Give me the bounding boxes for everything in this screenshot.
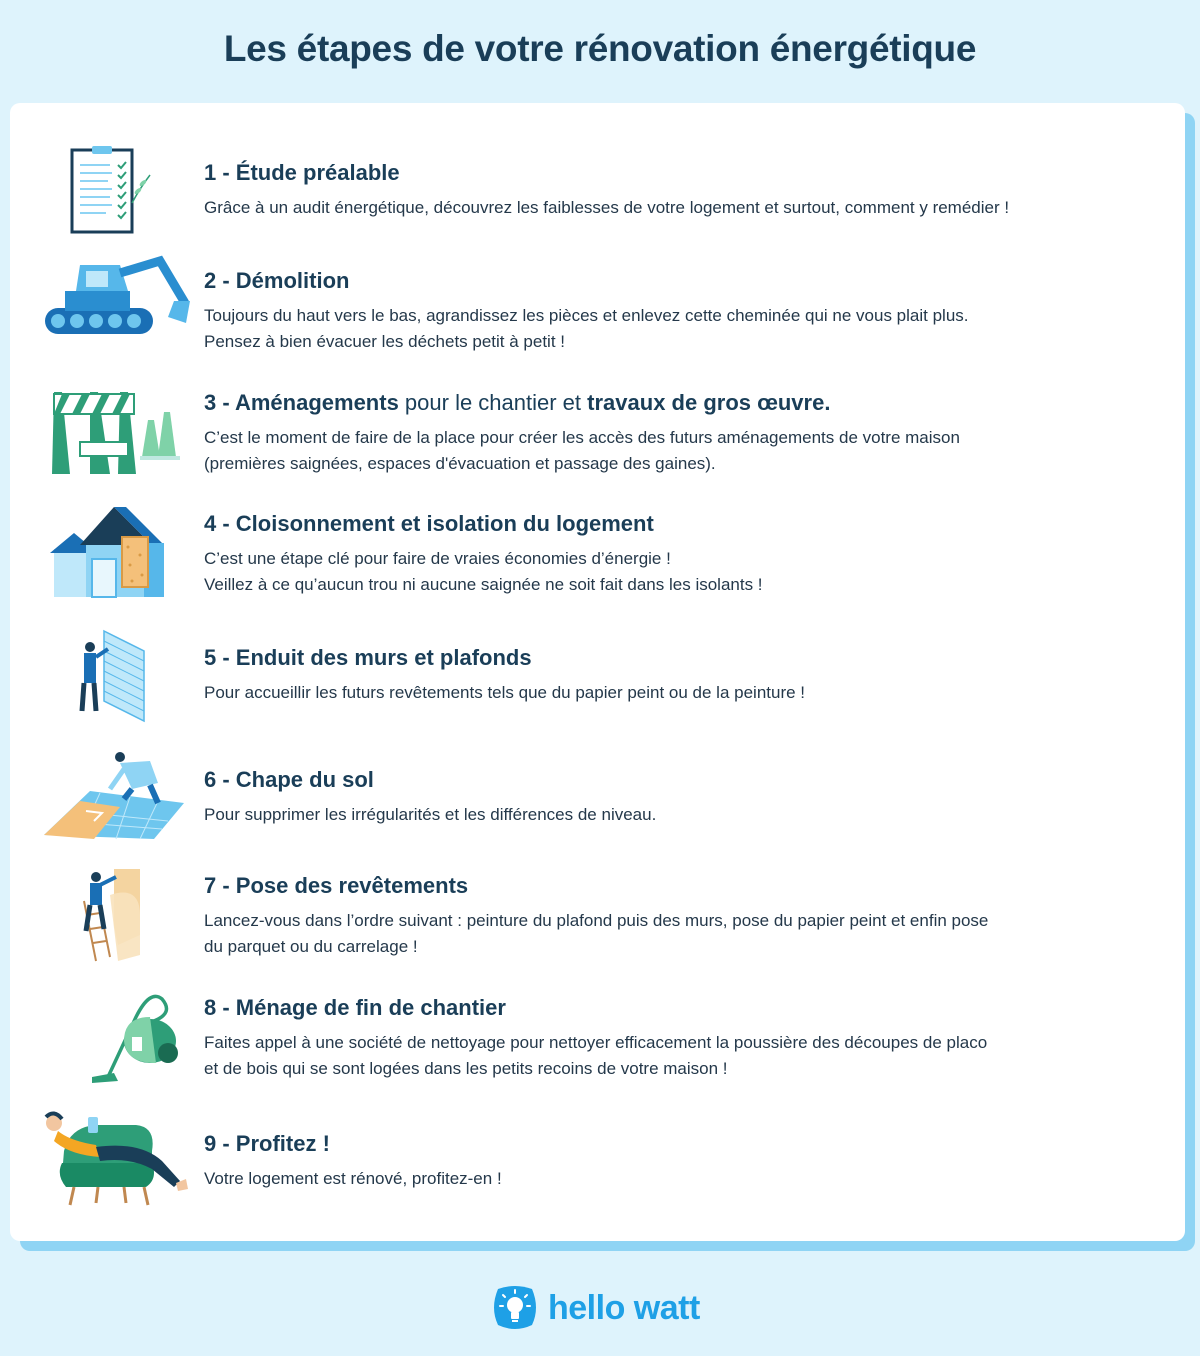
steps-card (10, 103, 1185, 1241)
description-line: Pour supprimer les irrégularités et les différences de niveau. (204, 805, 657, 824)
description-line: Toujours du haut vers le bas, agrandissez les pièces et enlevez cette cheminée qui ne vous plait plus. (204, 306, 969, 325)
vacuum-cleaner-icon (40, 987, 190, 1087)
step-description (204, 546, 1134, 598)
worker-floor-screed-icon (40, 747, 190, 847)
description-line: Lancez-vous dans l’ordre suivant : peinture du plafond puis des murs, pose du papier peint et enfin pose (204, 911, 989, 930)
step-heading: 2 - Démolition (204, 268, 350, 293)
worker-ladder-wallpaper-icon (40, 865, 190, 965)
description-line: et de bois qui se sont logées dans les petits recoins de votre maison ! (204, 1059, 728, 1078)
step-heading: 1 - Étude préalable (204, 160, 400, 185)
description-line: C’est le moment de faire de la place pour créer les accès des futurs aménagements de votre maison (204, 428, 960, 447)
worker-plastering-wall-icon (40, 625, 190, 725)
excavator-icon (40, 253, 190, 353)
heading-bold-part: 3 - Aménagements (204, 390, 399, 415)
step-description (204, 802, 1134, 828)
person-relaxing-armchair-icon (40, 1111, 190, 1211)
step-description (204, 908, 1134, 960)
description-line: Grâce à un audit énergétique, découvrez les faiblesses de votre logement et surtout, comment y remédier ! (204, 198, 1010, 217)
step-description (204, 195, 1134, 221)
step-heading: 9 - Profitez ! (204, 1131, 330, 1156)
description-line: Faites appel à une société de nettoyage pour nettoyer efficacement la poussière des découpes de placo (204, 1033, 988, 1052)
description-line: du parquet ou du carrelage ! (204, 937, 418, 956)
step-heading: 6 - Chape du sol (204, 767, 374, 792)
step-description (204, 303, 1134, 355)
description-line: (premières saignées, espaces d'évacuation et passage des gaines). (204, 454, 716, 473)
description-line: Votre logement est rénové, profitez-en ! (204, 1169, 502, 1188)
description-line: Pensez à bien évacuer les déchets petit à petit ! (204, 332, 566, 351)
logo-wordmark: hello watt (548, 1289, 700, 1327)
description-line: Pour accueillir les futurs revêtements tels que du papier peint ou de la peinture ! (204, 683, 806, 702)
heading-bold-part: travaux de gros œuvre. (587, 390, 831, 415)
house-insulation-icon (40, 503, 190, 603)
hello-watt-logo[interactable] (492, 1285, 722, 1335)
step-description (204, 1030, 1134, 1082)
step-heading: 7 - Pose des revêtements (204, 873, 469, 898)
step-heading (204, 390, 830, 416)
step-description (204, 1166, 1134, 1192)
step-description (204, 425, 1134, 477)
description-line: C’est une étape clé pour faire de vraies économies d’énergie ! (204, 549, 671, 568)
step-heading: 8 - Ménage de fin de chantier (204, 995, 506, 1020)
step-heading: 5 - Enduit des murs et plafonds (204, 645, 532, 670)
clipboard-checklist-icon (40, 143, 190, 243)
step-description (204, 680, 1134, 706)
page-title: Les étapes de votre rénovation énergétique (223, 28, 977, 69)
step-heading: 4 - Cloisonnement et isolation du logement (204, 511, 654, 536)
description-line: Veillez à ce qu’aucun trou ni aucune saignée ne soit fait dans les isolants ! (204, 575, 763, 594)
construction-barrier-icon (40, 382, 190, 482)
lightbulb-icon (492, 1285, 538, 1331)
heading-normal-part: pour le chantier et (398, 390, 588, 415)
